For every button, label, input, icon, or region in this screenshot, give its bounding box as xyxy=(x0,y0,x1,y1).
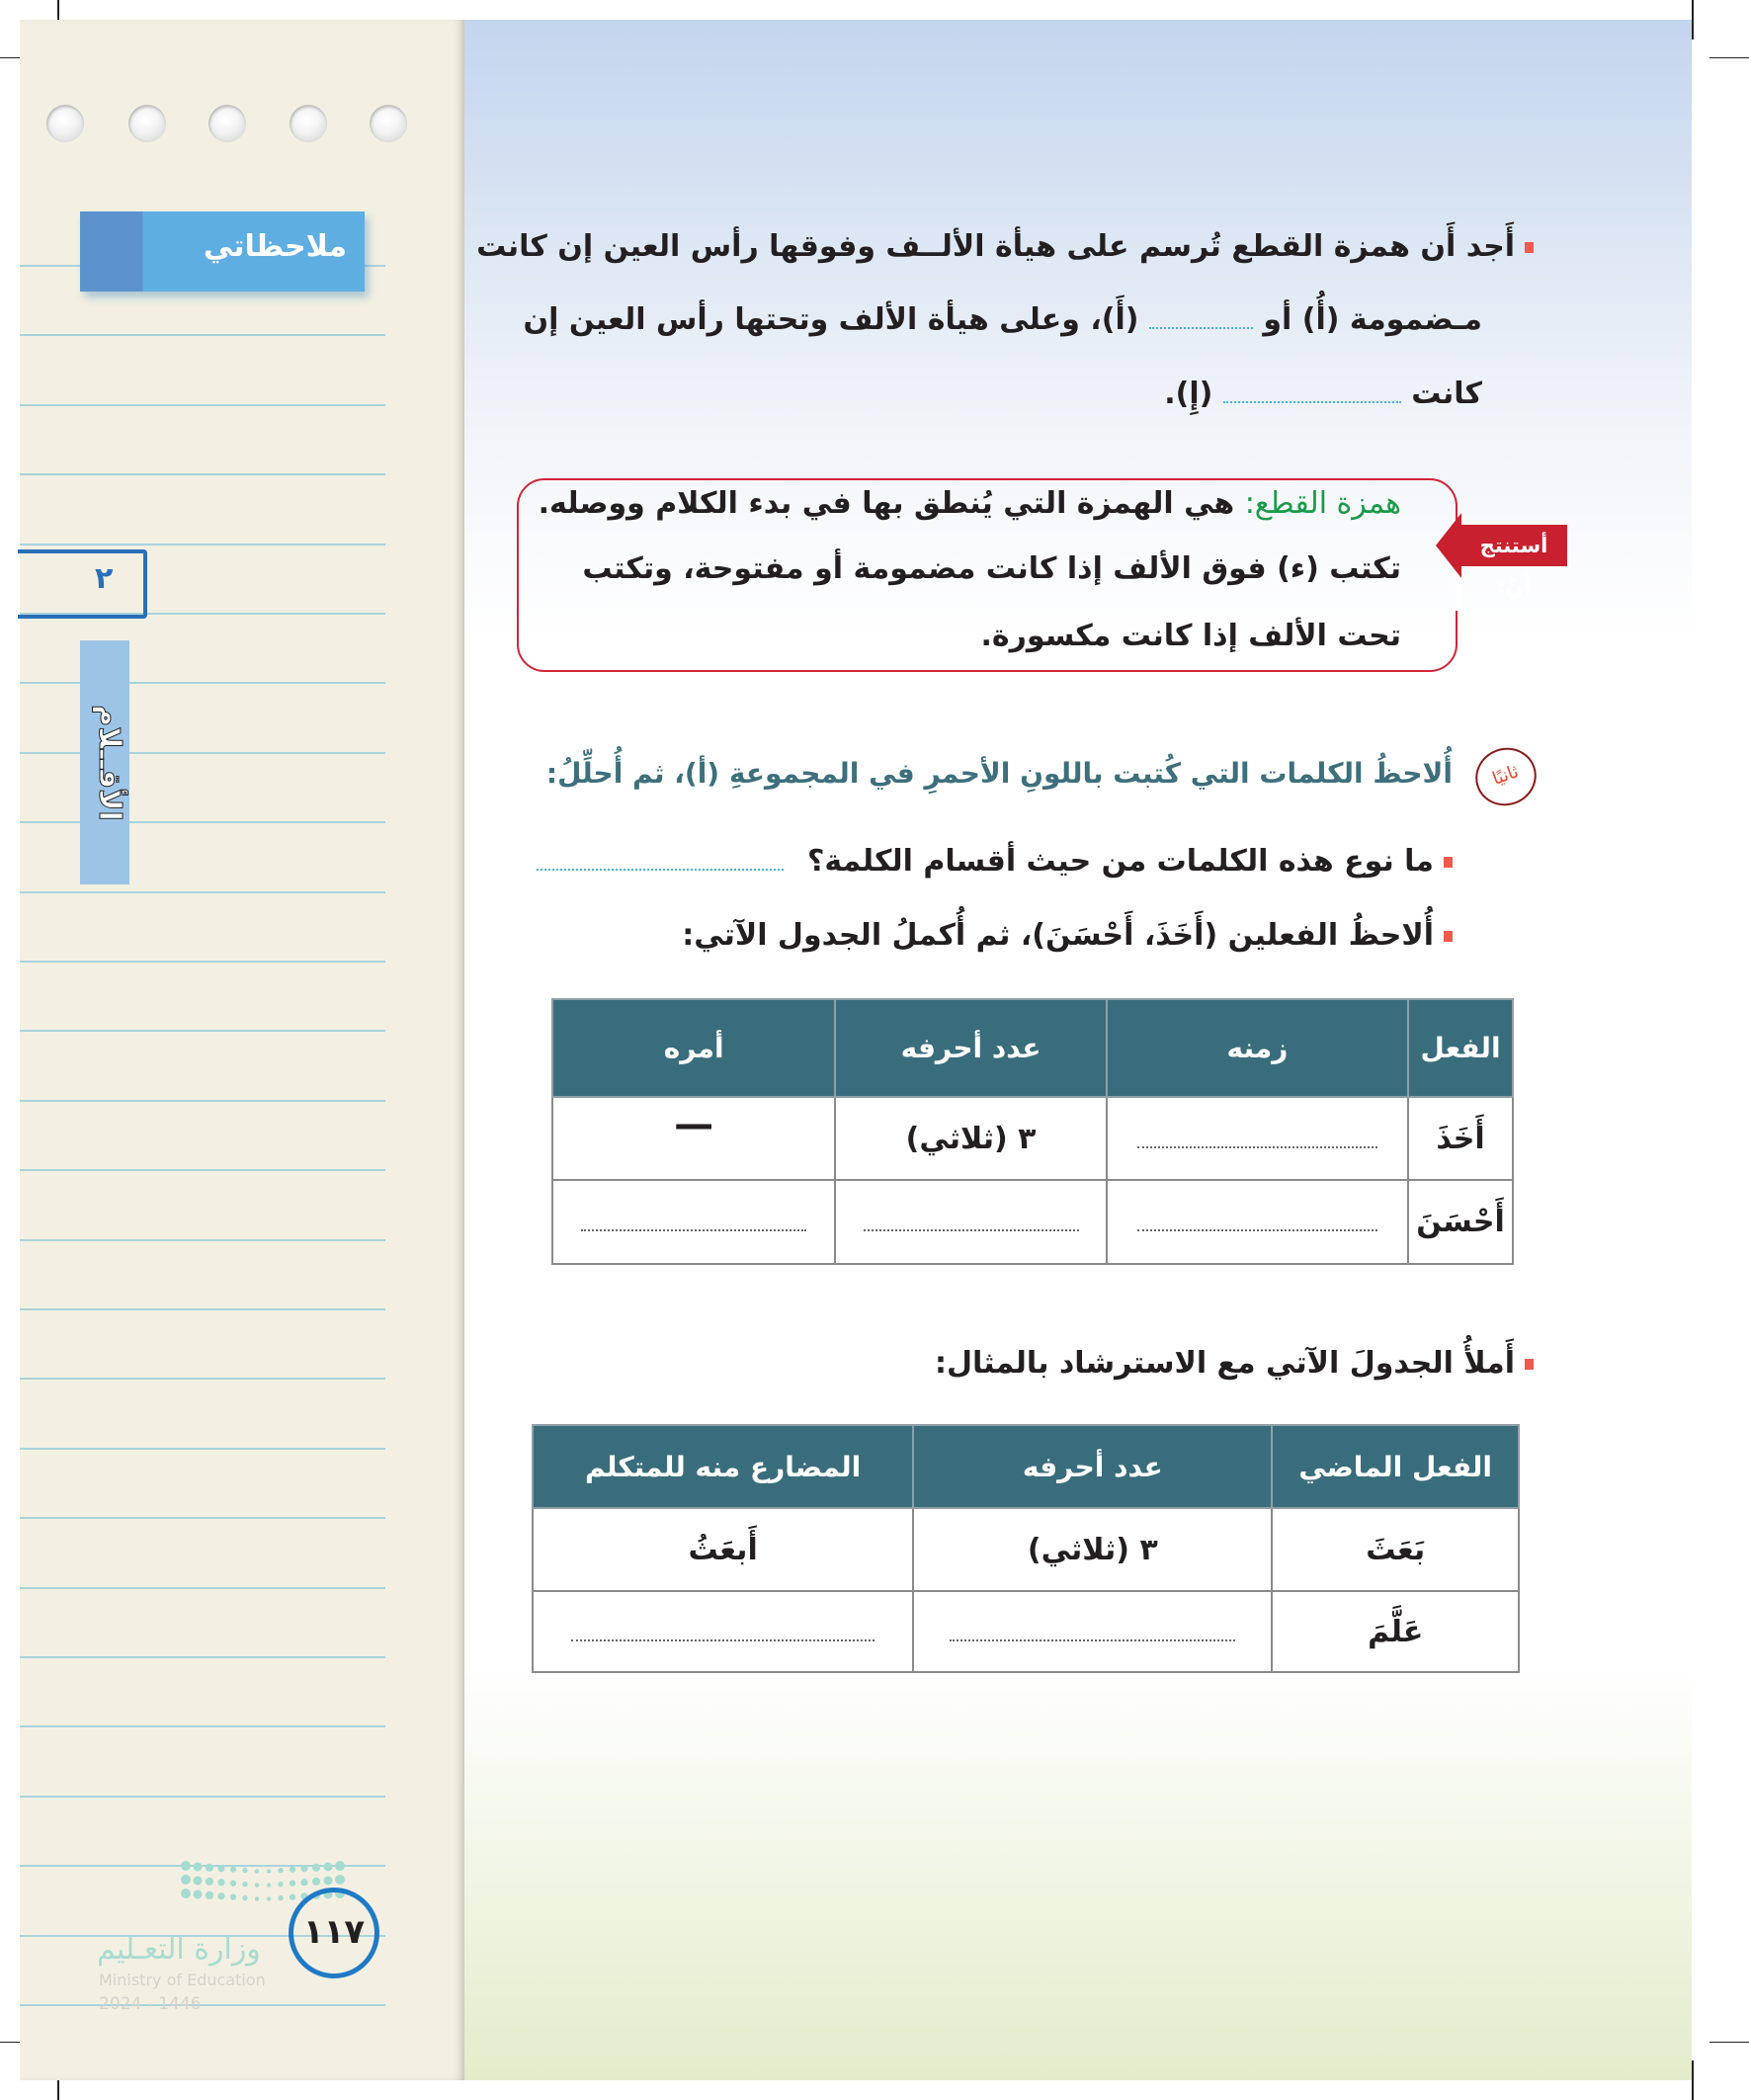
ruled-line xyxy=(20,1796,385,1798)
ruled-line xyxy=(20,821,385,823)
binder-hole xyxy=(46,105,84,142)
logo-dot xyxy=(278,1868,283,1873)
logo-dot xyxy=(255,1869,259,1873)
section-heading: أُلاحظُ الكلمات التي كُتبت باللونِ الأحمرِ في المجموعةِ (أ)، ثم أُحلِّلُ: xyxy=(545,757,1453,790)
logo-dot xyxy=(290,1894,295,1900)
logo-dot xyxy=(230,1894,236,1900)
logo-dot xyxy=(278,1882,283,1887)
table-row xyxy=(533,1591,1519,1672)
logo-dot xyxy=(206,1878,213,1886)
logo-dot xyxy=(300,1865,307,1872)
ruled-line xyxy=(20,1378,385,1380)
ruled-line xyxy=(20,1656,385,1658)
cell-verb: بَعَثَ xyxy=(1272,1508,1519,1591)
ruled-line xyxy=(20,682,385,684)
logo-dot xyxy=(242,1868,247,1873)
logo-dot xyxy=(300,1879,307,1886)
binder-hole xyxy=(128,105,166,142)
logo-dot xyxy=(193,1876,202,1885)
rule-line-2 xyxy=(523,302,1482,337)
text: أَملأُ الجدولَ الآتي مع الاسترشاد بالمثال: xyxy=(935,1346,1515,1381)
logo-dot xyxy=(267,1883,271,1887)
header-past-verb: الفعل الماضي xyxy=(1272,1425,1519,1508)
logo-dot xyxy=(290,1867,295,1873)
arrow-icon xyxy=(1436,513,1461,578)
logo-dot xyxy=(255,1896,259,1900)
notes-sidebar xyxy=(20,20,464,2080)
logo-dot xyxy=(312,1864,320,1872)
ruled-line xyxy=(20,544,385,546)
ruled-line xyxy=(20,752,385,754)
logo-dot xyxy=(206,1864,213,1872)
logo-dot xyxy=(242,1895,247,1900)
unit-number: ٢ xyxy=(95,561,114,596)
logo-dot xyxy=(323,1876,332,1885)
header-tense: زمنه xyxy=(1107,999,1408,1097)
edition-year: 2024 - 1446 xyxy=(99,1994,202,2014)
logo-dot xyxy=(242,1882,247,1887)
crop-mark xyxy=(1692,0,1694,40)
notes-label xyxy=(80,211,365,292)
cell-blank[interactable] xyxy=(1107,1097,1408,1180)
ruled-line xyxy=(20,1100,385,1102)
cell-letter-count: ٣ (ثلاثي) xyxy=(913,1508,1272,1591)
bullet-icon xyxy=(1525,242,1534,253)
header-letter-count: عدد أحرفه xyxy=(913,1425,1272,1508)
ruled-line xyxy=(20,1308,385,1310)
rule-line-3 xyxy=(1164,377,1482,411)
logo-dot xyxy=(335,1861,345,1871)
section-badge: ثانيًا xyxy=(1467,739,1544,814)
ruled-line xyxy=(20,404,385,406)
conclusion-line-3: تحت الألف إذا كانت مكسورة. xyxy=(980,619,1401,653)
question-2 xyxy=(682,918,1453,953)
header-letter-count: عدد أحرفه xyxy=(835,999,1106,1097)
blank-dotted[interactable] xyxy=(1223,401,1401,403)
ruled-line xyxy=(20,473,385,475)
cell-verb: أَخَذَ xyxy=(1408,1097,1513,1180)
text: ما نوع هذه الكلمات من حيث أقسام الكلمة؟ xyxy=(807,844,1434,879)
logo-dot xyxy=(255,1883,259,1887)
table-row xyxy=(533,1508,1519,1591)
logo-dot xyxy=(335,1875,345,1885)
logo-dot xyxy=(267,1896,271,1900)
bullet-icon xyxy=(1444,857,1453,868)
crop-mark xyxy=(1692,2060,1694,2100)
ruled-line xyxy=(20,1169,385,1171)
conclusion-line-2: تكتب (ء) فوق الألف إذا كانت مضمومة أو مفتوحة، وتكتب xyxy=(582,551,1401,586)
text: هي الهمزة التي يُنطق بها في بدء الكلام ووصله. xyxy=(538,486,1235,521)
logo-dot xyxy=(230,1867,236,1873)
ruled-line xyxy=(20,334,385,336)
cell-verb: عَلَّمَ xyxy=(1272,1591,1519,1672)
cell-blank[interactable] xyxy=(835,1180,1106,1264)
crop-mark xyxy=(1709,57,1749,58)
text: أَجد أَن همزة القطع تُرسم على هيأة الألــف وفوقها رأس العين إن كانت xyxy=(476,229,1515,264)
cell-letter-count: ٣ (ثلاثي) xyxy=(835,1097,1106,1180)
cell-verb: أَحْسَنَ xyxy=(1408,1180,1513,1264)
logo-dot xyxy=(181,1875,191,1885)
unit-tab-text: الأقــلام xyxy=(92,705,126,821)
header-verb: الفعل xyxy=(1408,999,1513,1097)
logo-dot xyxy=(267,1869,271,1873)
binder-hole xyxy=(370,105,407,142)
rule-line-1 xyxy=(476,229,1534,264)
past-verbs-table xyxy=(532,1424,1520,1673)
conclusion-line-1 xyxy=(539,486,1401,521)
logo-dot xyxy=(278,1895,283,1900)
header-imperative: أمره xyxy=(552,999,835,1097)
ruled-line xyxy=(20,1725,385,1727)
cell-imperative: — xyxy=(552,1097,835,1180)
logo-dot xyxy=(181,1889,191,1898)
ministry-logo-arabic: وزارة التعـليم xyxy=(97,1932,261,1967)
logo-dot xyxy=(217,1865,224,1872)
text: أُلاحظُ الفعلين (أَخَذَ، أَحْسَنَ)، ثم أُكملُ الجدول الآتي: xyxy=(682,918,1434,953)
page-number: ١١٧ xyxy=(289,1888,379,1978)
logo-dot xyxy=(206,1891,213,1899)
cell-blank[interactable] xyxy=(533,1591,913,1672)
logo-dot xyxy=(181,1861,191,1871)
verbs-table xyxy=(551,998,1514,1265)
ruled-line xyxy=(20,891,385,893)
logo-dot xyxy=(290,1881,295,1887)
logo-dot xyxy=(312,1878,320,1886)
ruled-line xyxy=(20,1587,385,1589)
crop-mark xyxy=(1709,2042,1749,2043)
text: (أَ)، وعلى هيأة الألف وتحتها رأس العين إن xyxy=(523,302,1139,337)
conclusion-tag-text: أستنتج أنّ: xyxy=(1460,525,1567,566)
conclusion-tag xyxy=(1436,513,1567,599)
table-row xyxy=(552,1097,1513,1180)
header-present-first-person: المضارع منه للمتكلم xyxy=(533,1425,913,1508)
cell-present: أَبعَثُ xyxy=(533,1508,913,1591)
bullet-icon xyxy=(1525,1359,1534,1370)
logo-dot xyxy=(193,1862,202,1871)
notes-label-text: ملاحظاتي xyxy=(203,229,347,264)
cell-blank[interactable] xyxy=(1107,1180,1408,1264)
binder-hole xyxy=(290,105,327,142)
ruled-line xyxy=(20,1517,385,1519)
question-3 xyxy=(935,1346,1534,1381)
text: كانت xyxy=(1411,377,1482,411)
answer-blank[interactable] xyxy=(537,869,784,871)
text: (إِ). xyxy=(1164,377,1213,411)
ruled-line xyxy=(20,1239,385,1241)
blank-dotted[interactable] xyxy=(1149,327,1253,329)
unit-tab xyxy=(80,640,129,884)
logo-dot xyxy=(193,1890,202,1898)
cell-blank[interactable] xyxy=(913,1591,1272,1672)
ruled-line xyxy=(20,1030,385,1032)
term: همزة القطع: xyxy=(1244,486,1401,521)
binder-hole xyxy=(208,105,246,142)
ruled-line xyxy=(20,2004,385,2006)
ministry-logo-english: Ministry of Education xyxy=(99,1971,266,1989)
logo-dot xyxy=(230,1881,236,1887)
ruled-line xyxy=(20,1448,385,1450)
text: مـضمومة (أُ) أو xyxy=(1263,302,1482,337)
logo-dot xyxy=(323,1862,332,1871)
question-1 xyxy=(537,844,1453,879)
unit-number-box xyxy=(18,549,147,619)
cell-blank[interactable] xyxy=(552,1180,835,1264)
logo-dot xyxy=(217,1892,224,1899)
logo-dot xyxy=(217,1879,224,1886)
ruled-line xyxy=(20,961,385,963)
bullet-icon xyxy=(1444,931,1453,942)
table-row xyxy=(552,1180,1513,1264)
